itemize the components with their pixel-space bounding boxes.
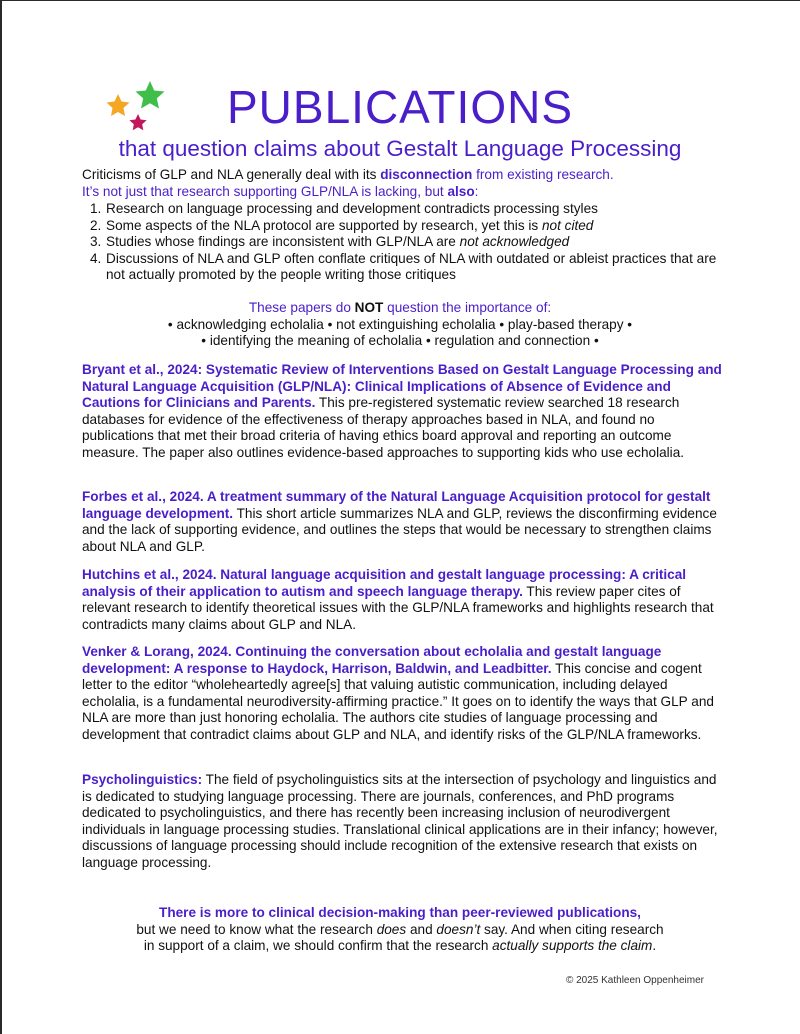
- publication-citation: Hutchins et al., 2024. Natural language acquisition and gestalt language processing: A critical analysis of their application to autism and speech language therapy.: [82, 567, 687, 599]
- closing-emphasis: actually supports the claim: [492, 938, 653, 953]
- publication-citation: Bryant et al., 2024: Systematic Review of Interventions Based on Gestalt Language Processing and Natural Language Acquisition (GLP/NLA): Clinical Implications of Absence of Evidence and Cautions for Clinicians and Parents.: [82, 362, 722, 410]
- closing-line-3: [0, 938, 800, 955]
- intro-line-1: [82, 167, 722, 184]
- list-item-number: 1.: [90, 201, 102, 216]
- publication-venker: [82, 644, 722, 743]
- closing-text: and: [406, 921, 437, 937]
- list-item: [90, 251, 730, 284]
- closing-text: in support of a claim, we should confirm that the research: [143, 938, 493, 953]
- publication-citation: Forbes et al., 2024. A treatment summary of the Natural Language Acquisition protocol for gestalt language development.: [82, 489, 711, 521]
- not-question-pre: These papers do: [248, 300, 355, 315]
- list-item-number: 3.: [90, 234, 102, 249]
- page-subtitle: that question claims about Gestalt Language Processing: [118, 136, 682, 161]
- publication-summary: This review paper cites of relevant research to identify theoretical issues with the GLP/NLA frameworks and highlights research that contradicts many claims about GLP and NLA.: [82, 583, 714, 632]
- list-item-text: Studies whose findings are inconsistent with GLP/NLA are: [106, 234, 460, 249]
- intro-line-1-end: from existing research.: [472, 167, 614, 182]
- issues-list: [90, 201, 730, 284]
- list-item: [90, 218, 730, 235]
- closing-text: say. And when citing research: [480, 921, 664, 937]
- list-item: [90, 234, 730, 251]
- intro-line-1-text: Criticisms of GLP and NLA generally deal with its: [82, 167, 381, 182]
- closing-emphasis: does: [376, 921, 407, 937]
- publication-summary: This short article summarizes NLA and GLP, reviews the disconfirming evidence and the lack of supporting evidence, and outlines the steps that would be necessary to strengthen claims about NLA and GLP.: [82, 505, 717, 554]
- closing-text: but we need to know what the research: [136, 921, 377, 937]
- list-item-emphasis: not acknowledged: [459, 234, 570, 249]
- publication-bryant: [82, 362, 722, 461]
- page-title: PUBLICATIONS: [227, 81, 573, 133]
- publication-citation: Psycholinguistics:: [82, 772, 203, 787]
- not-question-block: [0, 300, 800, 350]
- not-question-heading: [0, 300, 800, 317]
- not-question-post: question the importance of:: [383, 300, 552, 315]
- intro-line-1-bold: disconnection: [380, 167, 473, 182]
- not-question-bold: NOT: [354, 300, 384, 315]
- closing-statement: [0, 905, 800, 955]
- publication-citation: Venker & Lorang, 2024. Continuing the conversation about echolalia and gestalt language development: A response to Haydock, Harrison, Baldwin, and Leadbitter.: [82, 644, 662, 676]
- closing-line-2: [0, 922, 800, 939]
- closing-bold-line: There is more to clinical decision-making than peer-reviewed publications,: [159, 905, 641, 920]
- publication-forbes: [82, 489, 722, 555]
- intro-line-2-end: :: [474, 183, 479, 199]
- list-item-number: 4.: [90, 250, 102, 266]
- publication-psycholinguistics: [82, 772, 722, 871]
- list-item: [90, 201, 730, 218]
- intro-line-2-text: It’s not just that research supporting GLP/NLA is lacking, but: [82, 183, 448, 199]
- publication-summary: This pre-registered systematic review searched 18 research databases for evidence of the effectiveness of therapy approaches based in NLA, and found no publications that met their broad criteria of having ethics board approval and reporting an outcome measure. The paper also outlines evidence-based approaches to supporting kids who use echolalia.: [82, 395, 685, 460]
- copyright-notice: © 2025 Kathleen Oppenheimer: [565, 975, 704, 986]
- list-item-number: 2.: [90, 217, 102, 233]
- publication-hutchins: [82, 567, 722, 633]
- not-question-line-1: • acknowledging echolalia • not extinguishing echolalia • play-based therapy •: [167, 316, 633, 332]
- publication-summary: This concise and cogent letter to the editor “wholeheartedly agree[s] that valuing autistic communication, including delayed echolalia, is a fundamental neurodiversity-affirming practice.” It goes on to identify the ways that GLP and NLA are more than just honoring echolalia. The authors cite studies of language processing and development that contradict claims about GLP and NLA, and identify risks of the GLP/NLA frameworks.: [82, 660, 714, 742]
- list-item-text: Research on language processing and development contradicts processing styles: [106, 201, 598, 216]
- closing-text: .: [652, 938, 657, 953]
- page-border-top: [0, 0, 800, 1]
- list-item-text: Discussions of NLA and GLP often conflate critiques of NLA with outdated or ableist practices that are not actually promoted by the people writing those critiques: [106, 250, 717, 282]
- list-item-text: Some aspects of the NLA protocol are supported by research, yet this is: [106, 217, 542, 233]
- not-question-line-2: • identifying the meaning of echolalia • regulation and connection •: [201, 333, 599, 348]
- closing-emphasis: doesn’t: [436, 921, 481, 937]
- intro-text: [82, 167, 722, 200]
- intro-line-2-bold: also: [447, 183, 475, 199]
- list-item-emphasis: not cited: [541, 217, 594, 233]
- publication-summary: The field of psycholinguistics sits at the intersection of psychology and linguistics and is dedicated to studying language processing. There are journals, conferences, and PhD programs dedicated to psycholinguistics, and there has recently been increasing inclusion of neurodivergent individuals in language processing studies. Translational clinical applications are in their infancy; however, discussions of language processing should include recognition of the extensive research that exists on language processing.: [82, 772, 718, 870]
- intro-line-2: [82, 184, 722, 201]
